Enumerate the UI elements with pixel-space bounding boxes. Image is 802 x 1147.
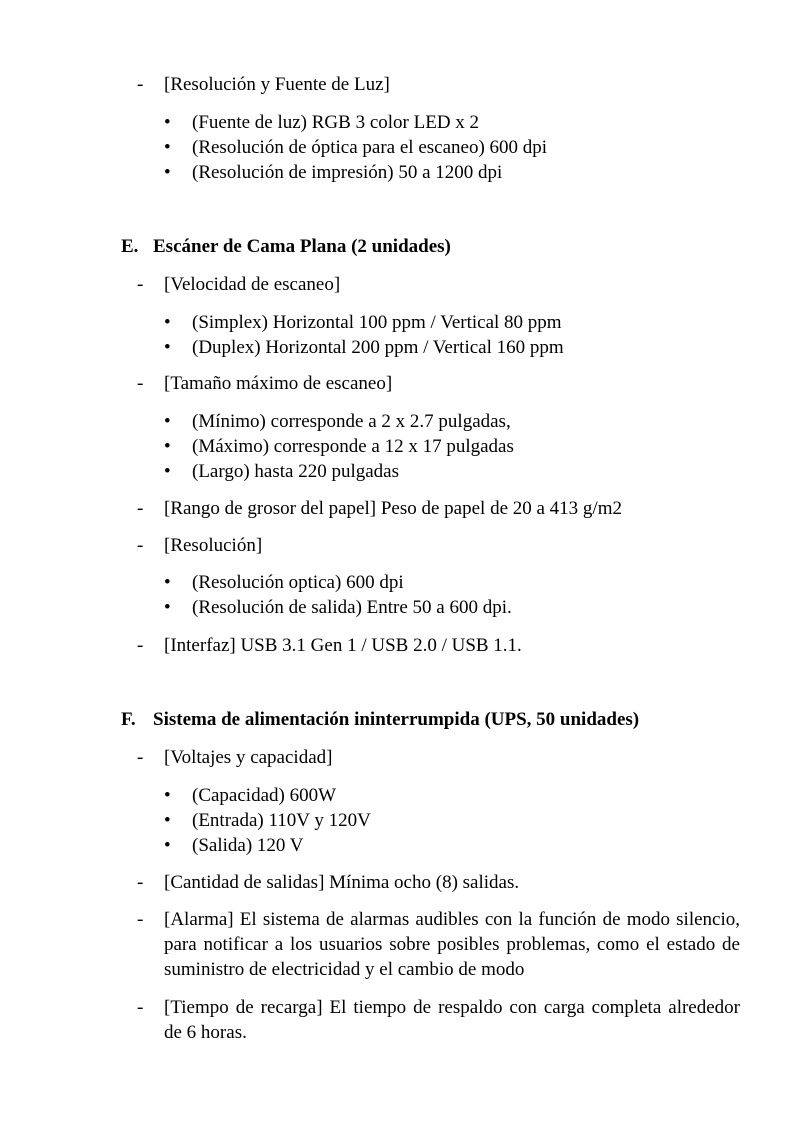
bullet-text: (Salida) 120 V bbox=[192, 835, 304, 856]
dash-marker: - bbox=[137, 74, 144, 95]
bullet-marker: • bbox=[164, 785, 171, 806]
bullet-text: (Duplex) Horizontal 200 ppm / Vertical 160 ppm bbox=[192, 337, 564, 358]
dash-marker: - bbox=[137, 635, 144, 656]
item-text: [Cantidad de salidas] Mínima ocho (8) salidas. bbox=[164, 872, 520, 893]
list-item bbox=[137, 496, 740, 521]
bullet-item bbox=[164, 434, 514, 459]
bullet-item bbox=[164, 570, 404, 595]
bullet-text: (Largo) hasta 220 pulgadas bbox=[192, 461, 400, 482]
bullet-text: (Capacidad) 600W bbox=[192, 785, 337, 806]
bullet-text: (Resolución de impresión) 50 a 1200 dpi bbox=[192, 162, 503, 183]
list-item bbox=[137, 907, 740, 982]
bullet-text: (Fuente de luz) RGB 3 color LED x 2 bbox=[192, 112, 480, 133]
section-letter: E. bbox=[121, 236, 139, 257]
bullet-item bbox=[164, 160, 502, 185]
bullet-text: (Máximo) corresponde a 12 x 17 pulgadas bbox=[192, 436, 514, 457]
item-text: [Alarma] El sistema de alarmas audibles con la función de modo silencio, para notificar a los usuarios sobre posibles problemas, como el estado de suministro de electricidad y el cambio de modo bbox=[164, 909, 740, 980]
bullet-marker: • bbox=[164, 137, 171, 158]
bullet-item bbox=[164, 459, 399, 484]
list-item bbox=[137, 272, 740, 297]
item-text: [Velocidad de escaneo] bbox=[164, 274, 341, 295]
item-text: [Voltajes y capacidad] bbox=[164, 747, 333, 768]
list-item bbox=[137, 745, 740, 770]
section-title: Sistema de alimentación ininterrumpida (UPS, 50 unidades) bbox=[153, 709, 640, 730]
list-item bbox=[137, 533, 740, 558]
dash-marker: - bbox=[137, 535, 144, 556]
bullet-marker: • bbox=[164, 112, 171, 133]
bullet-marker: • bbox=[164, 572, 171, 593]
item-text: [Tamaño máximo de escaneo] bbox=[164, 373, 393, 394]
item-text: [Interfaz] USB 3.1 Gen 1 / USB 2.0 / USB 1.1. bbox=[164, 635, 522, 656]
item-text: [Resolución y Fuente de Luz] bbox=[164, 74, 390, 95]
item-text: [Tiempo de recarga] El tiempo de respaldo con carga completa alrededor de 6 horas. bbox=[164, 997, 740, 1043]
dash-marker: - bbox=[137, 498, 144, 519]
bullet-item bbox=[164, 310, 562, 335]
bullet-item bbox=[164, 783, 336, 808]
list-item bbox=[137, 371, 740, 396]
bullet-text: (Resolución de salida) Entre 50 a 600 dpi. bbox=[192, 597, 512, 618]
dash-marker: - bbox=[137, 997, 144, 1018]
bullet-item bbox=[164, 110, 479, 135]
bullet-marker: • bbox=[164, 810, 171, 831]
bullet-marker: • bbox=[164, 162, 171, 183]
bullet-item bbox=[164, 409, 511, 434]
bullet-marker: • bbox=[164, 411, 171, 432]
bullet-marker: • bbox=[164, 312, 171, 333]
dash-marker: - bbox=[137, 373, 144, 394]
list-item bbox=[137, 72, 740, 97]
list-item bbox=[137, 633, 740, 658]
bullet-item bbox=[164, 833, 304, 858]
section-letter: F. bbox=[121, 709, 136, 730]
dash-marker: - bbox=[137, 274, 144, 295]
bullet-text: (Mínimo) corresponde a 2 x 2.7 pulgadas, bbox=[192, 411, 511, 432]
section-heading bbox=[121, 234, 451, 259]
bullet-marker: • bbox=[164, 337, 171, 358]
dash-marker: - bbox=[137, 909, 144, 930]
section-title: Escáner de Cama Plana (2 unidades) bbox=[153, 236, 451, 257]
dash-marker: - bbox=[137, 872, 144, 893]
list-item bbox=[137, 995, 740, 1045]
bullet-item bbox=[164, 335, 564, 360]
bullet-item bbox=[164, 595, 512, 620]
bullet-marker: • bbox=[164, 597, 171, 618]
bullet-text: (Entrada) 110V y 120V bbox=[192, 810, 371, 831]
bullet-item bbox=[164, 135, 547, 160]
dash-marker: - bbox=[137, 747, 144, 768]
bullet-marker: • bbox=[164, 436, 171, 457]
bullet-text: (Simplex) Horizontal 100 ppm / Vertical 80 ppm bbox=[192, 312, 562, 333]
section-heading bbox=[121, 707, 639, 732]
list-item bbox=[137, 870, 740, 895]
bullet-item bbox=[164, 808, 371, 833]
bullet-text: (Resolución optica) 600 dpi bbox=[192, 572, 404, 593]
bullet-text: (Resolución de óptica para el escaneo) 600 dpi bbox=[192, 137, 548, 158]
bullet-marker: • bbox=[164, 835, 171, 856]
item-text: [Resolución] bbox=[164, 535, 263, 556]
bullet-marker: • bbox=[164, 461, 171, 482]
item-text: [Rango de grosor del papel] Peso de papel de 20 a 413 g/m2 bbox=[164, 498, 622, 519]
